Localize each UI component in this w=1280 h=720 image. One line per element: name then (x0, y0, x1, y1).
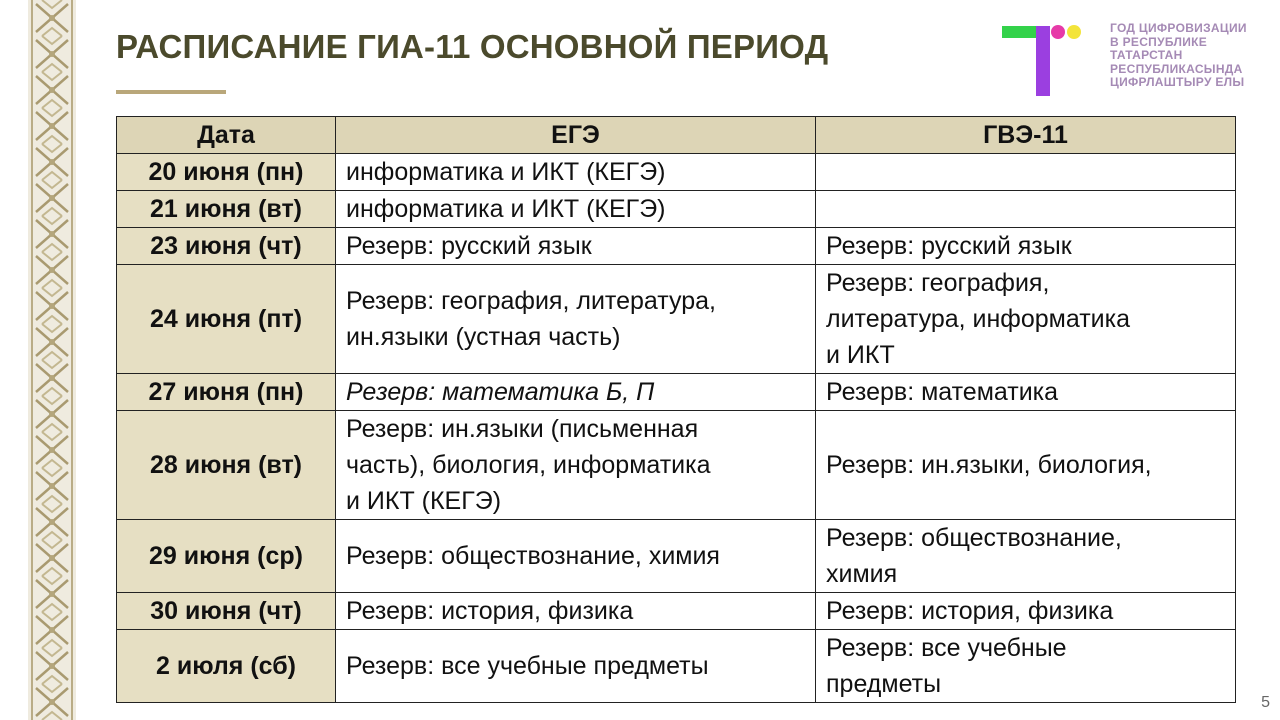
cell-gve (816, 630, 1236, 703)
cell-gve (816, 191, 1236, 228)
cell-ege (336, 265, 816, 374)
cell-date: 21 июня (вт) (117, 191, 336, 228)
cell-line: информатика и ИКТ (КЕГЭ) (346, 195, 666, 223)
cell-gve (816, 265, 1236, 374)
cell-line: Резерв: география, литература, (346, 287, 716, 315)
table-row (117, 630, 1236, 703)
year-of-digitalization-logo (1000, 22, 1090, 100)
gia-schedule-table (116, 116, 1236, 703)
column-header-date: Дата (117, 117, 336, 154)
logo-line: ЦИФРЛАШТЫРУ ЕЛЫ (1110, 75, 1245, 89)
cell-gve (816, 154, 1236, 191)
cell-date: 29 июня (ср) (117, 520, 336, 593)
cell-date: 28 июня (вт) (117, 411, 336, 520)
table-row (117, 228, 1236, 265)
cell-ege (336, 593, 816, 630)
cell-ege (336, 228, 816, 265)
title-underline (116, 90, 226, 94)
cell-ege (336, 630, 816, 703)
cell-ege (336, 374, 816, 411)
cell-date: 20 июня (пн) (117, 154, 336, 191)
cell-gve (816, 411, 1236, 520)
cell-line: Резерв: математика (826, 378, 1059, 406)
cell-ege (336, 520, 816, 593)
table-row (117, 191, 1236, 228)
page-number: 5 (1261, 694, 1270, 711)
cell-ege (336, 191, 816, 228)
cell-line: литература, информатика (826, 305, 1131, 333)
cell-line (826, 191, 1225, 227)
logo-caption (1110, 22, 1270, 90)
ornament-pattern (28, 0, 76, 720)
cell-date: 30 июня (чт) (117, 593, 336, 630)
cell-date: 27 июня (пн) (117, 374, 336, 411)
cell-date: 24 июня (пт) (117, 265, 336, 374)
table-row (117, 520, 1236, 593)
page-title: РАСПИСАНИЕ ГИА-11 ОСНОВНОЙ ПЕРИОД (116, 28, 829, 65)
cell-ege (336, 411, 816, 520)
table-row (117, 374, 1236, 411)
cell-line: часть), биология, информатика (346, 451, 711, 479)
cell-line: ин.языки (устная часть) (346, 323, 621, 351)
cell-line: Резерв: все учебные предметы (346, 652, 709, 680)
cell-ege (336, 154, 816, 191)
cell-line: Резерв: русский язык (346, 232, 592, 260)
logo-t-icon (1000, 22, 1090, 100)
cell-line: Резерв: ин.языки (письменная (346, 415, 699, 443)
cell-gve (816, 374, 1236, 411)
cell-line: и ИКТ (КЕГЭ) (346, 487, 502, 515)
table-row (117, 411, 1236, 520)
logo-line: РЕСПУБЛИКАСЫНДА (1110, 61, 1243, 76)
cell-line: Резерв: история, физика (346, 597, 634, 625)
cell-line: Резерв: все учебные (826, 634, 1067, 662)
table-header-row (117, 117, 1236, 154)
cell-line: и ИКТ (826, 341, 895, 369)
logo-line: В РЕСПУБЛИКЕ (1110, 34, 1208, 49)
cell-line: Резерв: география, (826, 269, 1050, 297)
table-row (117, 265, 1236, 374)
cell-line: информатика и ИКТ (КЕГЭ) (346, 158, 666, 186)
cell-line: Резерв: обществознание, химия (346, 542, 720, 570)
cell-line: Резерв: русский язык (826, 232, 1072, 260)
cell-line: Резерв: история, физика (826, 597, 1114, 625)
cell-line: Резерв: обществознание, (826, 524, 1122, 552)
cell-gve (816, 593, 1236, 630)
decorative-ornament-border (28, 0, 76, 720)
table-row (117, 154, 1236, 191)
table-row (117, 593, 1236, 630)
cell-date: 2 июля (сб) (117, 630, 336, 703)
logo-line: ГОД ЦИФРОВИЗАЦИИ (1110, 21, 1247, 35)
cell-line: Резерв: ин.языки, биология, (826, 451, 1152, 479)
cell-line (826, 154, 1225, 190)
cell-line: химия (826, 560, 898, 588)
cell-date: 23 июня (чт) (117, 228, 336, 265)
cell-line: Резерв: математика Б, П (346, 378, 655, 406)
cell-gve (816, 228, 1236, 265)
logo-line: ТАТАРСТАН (1110, 48, 1183, 62)
column-header-gve: ГВЭ-11 (816, 117, 1236, 154)
cell-line: предметы (826, 670, 942, 698)
cell-gve (816, 520, 1236, 593)
column-header-ege: ЕГЭ (336, 117, 816, 154)
